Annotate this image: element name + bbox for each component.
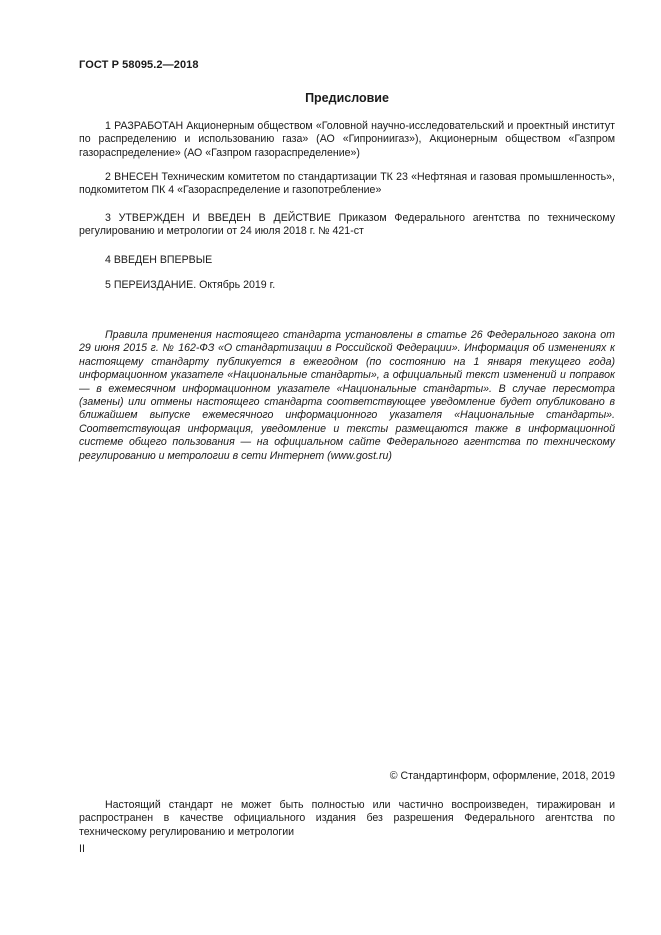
page-number: II [79,843,85,855]
page-title: Предисловие [305,91,389,105]
foreword-item-2: 2 ВНЕСЕН Техническим комитетом по стандартизации ТК 23 «Нефтяная и газовая промышленность», подкомитетом ПК 4 «Газораспределение и газопотребление» [79,171,615,197]
foreword-item-3: 3 УТВЕРЖДЕН И ВВЕДЕН В ДЕЙСТВИЕ Приказом Федерального агентства по техническому регулированию и метрологии от 24 июля 2018 г. № 421-ст [79,212,615,238]
reproduction-rights-notice: Настоящий стандарт не может быть полностью или частично воспроизведен, тиражирован и распространен в качестве официального издания без разрешения Федерального агентства по техническому регулированию и метрологии [79,799,615,838]
standard-code: ГОСТ Р 58095.2—2018 [79,59,199,71]
copyright-line: © Стандартинформ, оформление, 2018, 2019 [389,770,615,782]
foreword-item-5: 5 ПЕРЕИЗДАНИЕ. Октябрь 2019 г. [105,279,276,291]
application-rules-notice: Правила применения настоящего стандарта установлены в статье 26 Федерального закона от 29 июня 2015 г. № 162-ФЗ «О стандартизации в Российской Федерации». Информация об изменениях к настоящему стандарту публикуется в ежегодном (по состоянию на 1 января текущего года) информационном указателе «Национальные стандарты», а официальный текст изменений и поправок — в ежемесячном информационном указателе «Национальные стандарты». В случае пересмотра (замены) или отмены настоящего стандарта соответствующее уведомление будет опубликовано в ближайшем выпуске ежемесячного информационного указателя «Национальные стандарты». Соответствующая информация, уведомление и тексты размещаются также в информационной системе общего пользования — на официальном сайте Федерального агентства по техническому регулированию и метрологии в сети Интернет (www.gost.ru) [79,329,615,462]
foreword-item-4: 4 ВВЕДЕН ВПЕРВЫЕ [105,254,213,266]
foreword-item-1: 1 РАЗРАБОТАН Акционерным обществом «Головной научно-исследовательский и проектный институт по распределению и использованию газа» (АО «Гипрониигаз»), Акционерным обществом «Газпром газораспределение» (АО «Газпром газораспределение») [79,120,615,159]
